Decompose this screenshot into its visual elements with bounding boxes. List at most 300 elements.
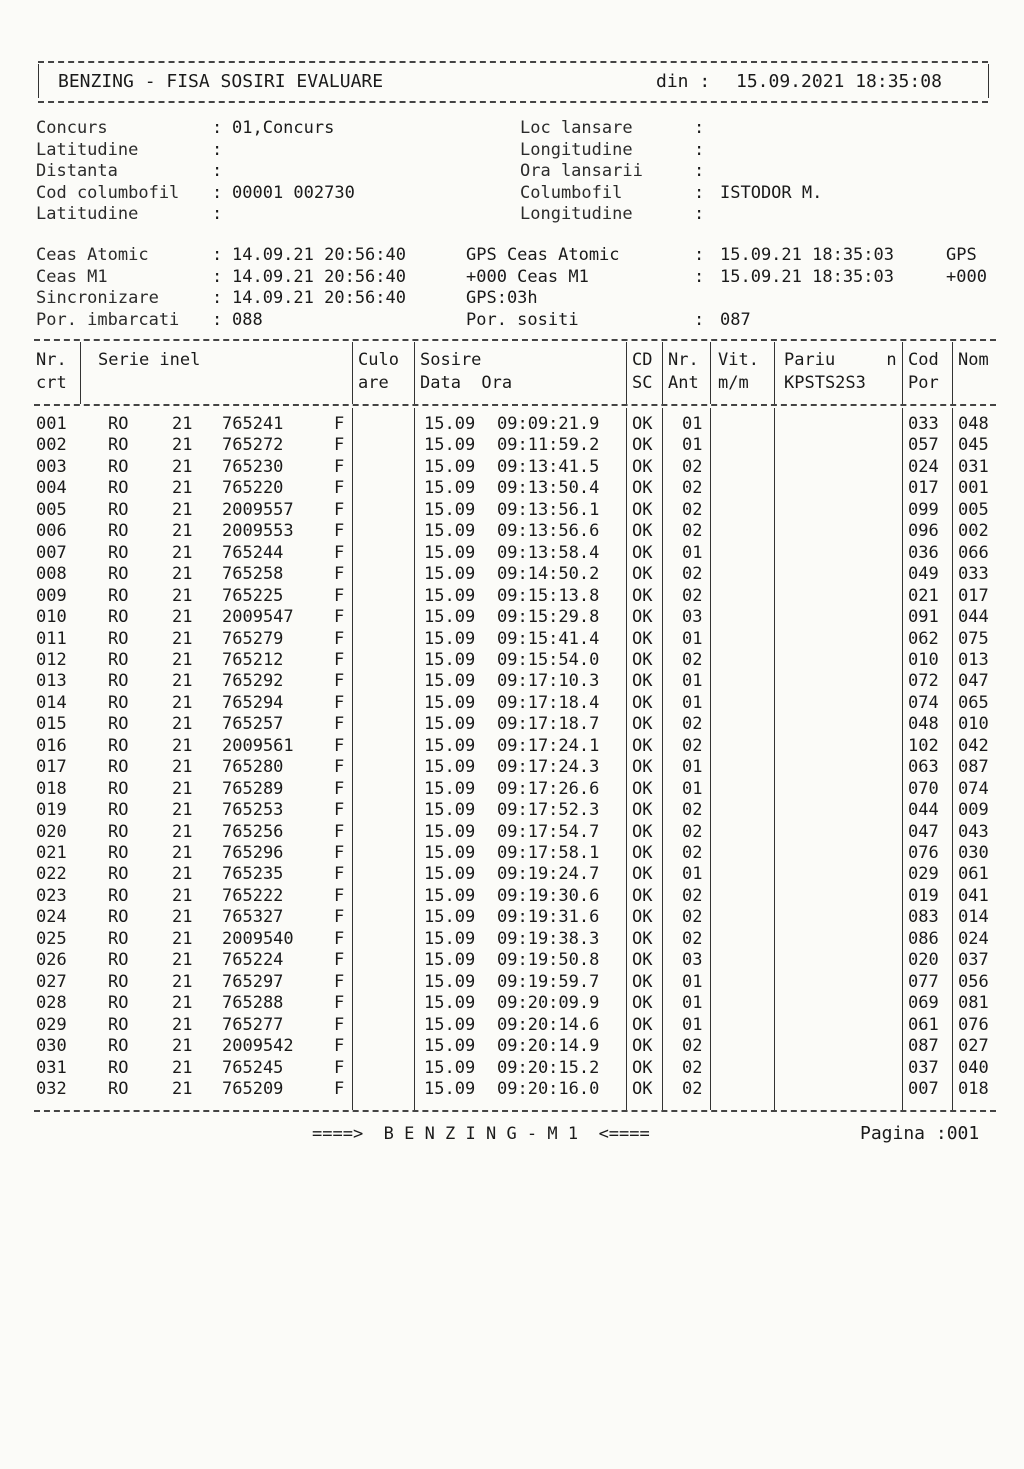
cell-cd: OK <box>632 649 653 670</box>
cell-ora: 09:19:24.7 <box>497 864 600 885</box>
column-header-nrant: Nr. <box>668 350 699 370</box>
table-row <box>0 993 1024 1014</box>
info-separator: : <box>694 161 705 181</box>
cell-cod: 099 <box>908 499 939 520</box>
cell-tara: RO <box>108 499 129 520</box>
cell-tara: RO <box>108 1014 129 1035</box>
date-value: 15.09.2021 18:35:08 <box>736 71 942 92</box>
clock-extra: GPS <box>946 245 977 265</box>
cell-data: 15.09 <box>424 499 476 520</box>
cell-data: 15.09 <box>424 478 476 499</box>
table-row <box>0 693 1024 714</box>
cell-sex: F <box>334 1057 345 1078</box>
cell-nr: 026 <box>36 950 67 971</box>
cell-tara: RO <box>108 735 129 756</box>
cell-nom: 002 <box>958 521 989 542</box>
cell-cod: 019 <box>908 885 939 906</box>
cell-tara: RO <box>108 649 129 670</box>
cell-an: 21 <box>172 456 193 477</box>
cell-nr: 027 <box>36 971 67 992</box>
cell-nom: 005 <box>958 499 989 520</box>
cell-ant: 01 <box>682 757 703 778</box>
info-separator: : <box>212 161 223 181</box>
cell-an: 21 <box>172 993 193 1014</box>
cell-ant: 02 <box>682 456 703 477</box>
cell-ant: 01 <box>682 1014 703 1035</box>
cell-cod: 010 <box>908 649 939 670</box>
info-separator: : <box>212 118 223 138</box>
cell-sex: F <box>334 521 345 542</box>
cell-ant: 03 <box>682 950 703 971</box>
cell-sex: F <box>334 757 345 778</box>
cell-nom: 045 <box>958 435 989 456</box>
info-label: Columbofil <box>520 182 623 203</box>
cell-ant: 02 <box>682 1078 703 1099</box>
cell-tara: RO <box>108 885 129 906</box>
table-row <box>0 714 1024 735</box>
info-label: Cod columbofil <box>36 182 180 203</box>
column-header-pariu-line2: KPSTS2S3 <box>784 373 866 393</box>
cell-an: 21 <box>172 821 193 842</box>
column-header-nrant-line2: Ant <box>668 373 699 393</box>
cell-data: 15.09 <box>424 1014 476 1035</box>
cell-cod: 057 <box>908 435 939 456</box>
cell-nom: 010 <box>958 714 989 735</box>
cell-tara: RO <box>108 971 129 992</box>
cell-an: 21 <box>172 971 193 992</box>
cell-sex: F <box>334 885 345 906</box>
cell-nr: 022 <box>36 864 67 885</box>
cell-cod: 102 <box>908 735 939 756</box>
clock-separator: : <box>212 245 223 265</box>
cell-an: 21 <box>172 628 193 649</box>
cell-cod: 076 <box>908 843 939 863</box>
cell-sex: F <box>334 692 345 713</box>
cell-nom: 066 <box>958 542 989 563</box>
column-header-culoare-line2: are <box>358 373 389 393</box>
cell-cd: OK <box>632 499 653 520</box>
cell-cod: 033 <box>908 414 939 434</box>
column-separator <box>952 408 953 1110</box>
cell-an: 21 <box>172 778 193 799</box>
cell-cod: 007 <box>908 1078 939 1099</box>
cell-nr: 006 <box>36 521 67 542</box>
table-bottom-border <box>34 1110 996 1112</box>
column-header-culoare: Culo <box>358 350 399 370</box>
table-row <box>0 886 1024 907</box>
cell-an: 21 <box>172 757 193 778</box>
cell-cod: 096 <box>908 521 939 542</box>
info-label: Loc lansare <box>520 118 633 138</box>
clock-middle: Por. sositi <box>466 309 579 330</box>
cell-an: 21 <box>172 607 193 628</box>
cell-inel: 765288 <box>222 993 284 1014</box>
cell-nom: 048 <box>958 414 989 434</box>
clock-separator: : <box>694 309 705 330</box>
clock-value: 088 <box>232 309 263 330</box>
table-row <box>0 650 1024 671</box>
cell-nom: 076 <box>958 1014 989 1035</box>
cell-ora: 09:15:29.8 <box>497 607 600 628</box>
cell-ora: 09:19:38.3 <box>497 928 600 949</box>
cell-ant: 01 <box>682 993 703 1014</box>
cell-an: 21 <box>172 843 193 863</box>
cell-nom: 041 <box>958 885 989 906</box>
table-row <box>0 950 1024 971</box>
cell-nr: 005 <box>36 499 67 520</box>
cell-nom: 037 <box>958 950 989 971</box>
cell-nr: 002 <box>36 435 67 456</box>
cell-data: 15.09 <box>424 928 476 949</box>
cell-an: 21 <box>172 735 193 756</box>
cell-tara: RO <box>108 521 129 542</box>
cell-ora: 09:17:10.3 <box>497 671 600 692</box>
table-header-bottom-border <box>34 404 996 406</box>
date-label: din : <box>656 71 711 92</box>
cell-ora: 09:14:50.2 <box>497 564 600 585</box>
cell-data: 15.09 <box>424 993 476 1014</box>
cell-cod: 048 <box>908 714 939 735</box>
cell-inel: 765241 <box>222 414 284 434</box>
info-separator: : <box>694 182 705 203</box>
cell-nr: 023 <box>36 885 67 906</box>
report-title: BENZING - FISA SOSIRI EVALUARE <box>58 71 384 92</box>
cell-inel: 765257 <box>222 714 284 735</box>
column-header-vit: Vit. <box>718 350 759 370</box>
info-value: 00001 002730 <box>232 182 355 203</box>
cell-cod: 062 <box>908 628 939 649</box>
table-header-top-border <box>34 339 996 341</box>
info-separator: : <box>694 118 705 138</box>
cell-sex: F <box>334 649 345 670</box>
cell-cod: 021 <box>908 585 939 606</box>
cell-ant: 01 <box>682 971 703 992</box>
cell-ora: 09:11:59.2 <box>497 435 600 456</box>
cell-cod: 072 <box>908 671 939 692</box>
column-header-nr: Nr. <box>36 350 67 370</box>
cell-inel: 2009547 <box>222 607 294 628</box>
table-row <box>0 564 1024 585</box>
info-separator: : <box>694 139 705 160</box>
cell-nom: 044 <box>958 607 989 628</box>
cell-cd: OK <box>632 864 653 885</box>
clock-label: Sincronizare <box>36 288 159 308</box>
clock-separator: : <box>212 309 223 330</box>
cell-cod: 077 <box>908 971 939 992</box>
cell-data: 15.09 <box>424 714 476 735</box>
cell-sex: F <box>334 478 345 499</box>
cell-sex: F <box>334 1014 345 1035</box>
column-header-cod-line2: Por <box>908 373 939 393</box>
cell-ora: 09:15:13.8 <box>497 585 600 606</box>
clock-middle: +000 Ceas M1 <box>466 266 589 287</box>
cell-ora: 09:15:54.0 <box>497 649 600 670</box>
table-row <box>0 586 1024 607</box>
cell-nom: 075 <box>958 628 989 649</box>
cell-ant: 02 <box>682 735 703 756</box>
cell-data: 15.09 <box>424 542 476 563</box>
cell-ant: 01 <box>682 542 703 563</box>
table-row <box>0 779 1024 800</box>
cell-inel: 765244 <box>222 542 284 563</box>
cell-cod: 083 <box>908 907 939 928</box>
cell-inel: 765235 <box>222 864 284 885</box>
cell-tara: RO <box>108 757 129 778</box>
cell-an: 21 <box>172 499 193 520</box>
column-separator <box>710 342 711 404</box>
cell-sex: F <box>334 950 345 971</box>
table-row <box>0 543 1024 564</box>
cell-data: 15.09 <box>424 628 476 649</box>
cell-data: 15.09 <box>424 1057 476 1078</box>
cell-inel: 765225 <box>222 585 284 606</box>
cell-tara: RO <box>108 928 129 949</box>
footer-page-number: Pagina :001 <box>860 1123 980 1144</box>
cell-ora: 09:20:16.0 <box>497 1078 600 1099</box>
cell-an: 21 <box>172 885 193 906</box>
cell-sex: F <box>334 821 345 842</box>
cell-ant: 02 <box>682 499 703 520</box>
cell-cd: OK <box>632 885 653 906</box>
cell-ant: 02 <box>682 1057 703 1078</box>
cell-tara: RO <box>108 864 129 885</box>
cell-nom: 014 <box>958 907 989 928</box>
cell-nr: 001 <box>36 414 67 434</box>
cell-sex: F <box>334 456 345 477</box>
cell-an: 21 <box>172 649 193 670</box>
column-header-cd-line2: SC <box>632 373 653 393</box>
cell-an: 21 <box>172 671 193 692</box>
cell-nom: 024 <box>958 928 989 949</box>
cell-nr: 032 <box>36 1078 67 1099</box>
cell-data: 15.09 <box>424 821 476 842</box>
cell-data: 15.09 <box>424 950 476 971</box>
cell-cod: 044 <box>908 800 939 821</box>
column-separator <box>662 342 663 404</box>
table-row <box>0 500 1024 521</box>
cell-ant: 01 <box>682 414 703 434</box>
cell-ora: 09:17:52.3 <box>497 800 600 821</box>
cell-tara: RO <box>108 435 129 456</box>
cell-nr: 024 <box>36 907 67 928</box>
cell-tara: RO <box>108 628 129 649</box>
cell-sex: F <box>334 778 345 799</box>
title-bottom-border <box>38 101 988 103</box>
footer-device: ====> B E N Z I N G - M 1 <==== <box>312 1124 650 1144</box>
cell-tara: RO <box>108 1057 129 1078</box>
info-separator: : <box>212 204 223 224</box>
cell-nom: 074 <box>958 778 989 799</box>
cell-inel: 2009540 <box>222 928 294 949</box>
cell-cd: OK <box>632 950 653 971</box>
cell-ora: 09:20:14.6 <box>497 1014 600 1035</box>
cell-nr: 007 <box>36 542 67 563</box>
table-row <box>0 457 1024 478</box>
cell-an: 21 <box>172 864 193 885</box>
table-row <box>0 864 1024 885</box>
cell-data: 15.09 <box>424 607 476 628</box>
info-label: Longitudine <box>520 204 633 224</box>
cell-cd: OK <box>632 564 653 585</box>
cell-an: 21 <box>172 1036 193 1057</box>
cell-nr: 025 <box>36 928 67 949</box>
cell-an: 21 <box>172 585 193 606</box>
cell-ant: 02 <box>682 714 703 735</box>
clock-separator: : <box>212 288 223 308</box>
cell-inel: 2009542 <box>222 1036 294 1057</box>
cell-tara: RO <box>108 456 129 477</box>
cell-ora: 09:17:54.7 <box>497 821 600 842</box>
cell-nr: 029 <box>36 1014 67 1035</box>
cell-cd: OK <box>632 521 653 542</box>
clock-label: Por. imbarcati <box>36 309 180 330</box>
cell-an: 21 <box>172 692 193 713</box>
cell-ant: 02 <box>682 907 703 928</box>
cell-ora: 09:17:18.4 <box>497 692 600 713</box>
column-separator <box>952 342 953 404</box>
cell-cd: OK <box>632 821 653 842</box>
title-left-border <box>38 64 39 98</box>
cell-ant: 01 <box>682 692 703 713</box>
cell-inel: 2009553 <box>222 521 294 542</box>
table-row <box>0 521 1024 542</box>
info-label: Distanta <box>36 161 118 181</box>
column-header-sosire: Sosire <box>420 350 482 370</box>
cell-tara: RO <box>108 542 129 563</box>
cell-nr: 018 <box>36 778 67 799</box>
cell-sex: F <box>334 714 345 735</box>
cell-cod: 061 <box>908 1014 939 1035</box>
cell-cod: 074 <box>908 692 939 713</box>
cell-sex: F <box>334 907 345 928</box>
cell-tara: RO <box>108 671 129 692</box>
clock-right-value: 15.09.21 18:35:03 <box>720 266 894 287</box>
cell-inel: 765224 <box>222 950 284 971</box>
cell-tara: RO <box>108 843 129 863</box>
cell-sex: F <box>334 435 345 456</box>
column-header-cod: Cod <box>908 350 939 370</box>
cell-sex: F <box>334 1036 345 1057</box>
cell-inel: 765230 <box>222 456 284 477</box>
table-row <box>0 1079 1024 1100</box>
cell-an: 21 <box>172 907 193 928</box>
cell-data: 15.09 <box>424 735 476 756</box>
clock-right-value: 087 <box>720 309 751 330</box>
cell-cd: OK <box>632 1036 653 1057</box>
cell-ant: 01 <box>682 864 703 885</box>
cell-ora: 09:19:59.7 <box>497 971 600 992</box>
cell-ora: 09:19:31.6 <box>497 907 600 928</box>
cell-cod: 087 <box>908 1036 939 1057</box>
column-separator <box>414 408 415 1110</box>
cell-data: 15.09 <box>424 564 476 585</box>
cell-cd: OK <box>632 714 653 735</box>
cell-ant: 02 <box>682 928 703 949</box>
cell-sex: F <box>334 971 345 992</box>
cell-sex: F <box>334 585 345 606</box>
cell-an: 21 <box>172 950 193 971</box>
table-row <box>0 972 1024 993</box>
cell-ant: 02 <box>682 1036 703 1057</box>
cell-nom: 087 <box>958 757 989 778</box>
cell-inel: 765253 <box>222 800 284 821</box>
cell-cod: 047 <box>908 821 939 842</box>
cell-nom: 033 <box>958 564 989 585</box>
cell-cod: 024 <box>908 456 939 477</box>
cell-ora: 09:20:14.9 <box>497 1036 600 1057</box>
cell-cd: OK <box>632 628 653 649</box>
info-separator: : <box>694 204 705 224</box>
cell-inel: 765289 <box>222 778 284 799</box>
cell-nom: 043 <box>958 821 989 842</box>
cell-inel: 765280 <box>222 757 284 778</box>
cell-nom: 018 <box>958 1078 989 1099</box>
cell-sex: F <box>334 800 345 821</box>
cell-ora: 09:17:26.6 <box>497 778 600 799</box>
table-row <box>0 757 1024 778</box>
cell-ant: 02 <box>682 521 703 542</box>
cell-nom: 013 <box>958 649 989 670</box>
info-label: Ora lansarii <box>520 161 643 181</box>
info-value: 01,Concurs <box>232 118 335 138</box>
cell-data: 15.09 <box>424 800 476 821</box>
cell-tara: RO <box>108 607 129 628</box>
cell-tara: RO <box>108 993 129 1014</box>
cell-inel: 765258 <box>222 564 284 585</box>
column-separator <box>902 408 903 1110</box>
table-row <box>0 629 1024 650</box>
cell-cd: OK <box>632 435 653 456</box>
cell-cd: OK <box>632 993 653 1014</box>
clock-value: 14.09.21 20:56:40 <box>232 288 406 308</box>
cell-tara: RO <box>108 800 129 821</box>
cell-cod: 037 <box>908 1057 939 1078</box>
cell-cd: OK <box>632 671 653 692</box>
cell-nr: 021 <box>36 843 67 863</box>
cell-cd: OK <box>632 735 653 756</box>
column-header-cd: CD <box>632 350 653 370</box>
cell-cd: OK <box>632 971 653 992</box>
cell-ant: 01 <box>682 671 703 692</box>
cell-cod: 017 <box>908 478 939 499</box>
cell-nom: 031 <box>958 456 989 477</box>
cell-sex: F <box>334 628 345 649</box>
cell-tara: RO <box>108 692 129 713</box>
cell-ora: 09:13:58.4 <box>497 542 600 563</box>
cell-nom: 001 <box>958 478 989 499</box>
cell-nom: 040 <box>958 1057 989 1078</box>
cell-data: 15.09 <box>424 414 476 434</box>
cell-sex: F <box>334 499 345 520</box>
top-border <box>38 61 988 63</box>
info-label: Latitudine <box>36 204 139 224</box>
cell-sex: F <box>334 928 345 949</box>
table-row <box>0 1015 1024 1036</box>
cell-nr: 019 <box>36 800 67 821</box>
cell-ant: 02 <box>682 564 703 585</box>
cell-cod: 070 <box>908 778 939 799</box>
cell-sex: F <box>334 864 345 885</box>
title-right-border <box>988 64 989 98</box>
table-row <box>0 929 1024 950</box>
cell-cd: OK <box>632 692 653 713</box>
cell-nr: 013 <box>36 671 67 692</box>
cell-cd: OK <box>632 456 653 477</box>
cell-nom: 017 <box>958 585 989 606</box>
column-header-pariu: Pariu n <box>784 350 897 370</box>
cell-cod: 069 <box>908 993 939 1014</box>
cell-nr: 011 <box>36 628 67 649</box>
